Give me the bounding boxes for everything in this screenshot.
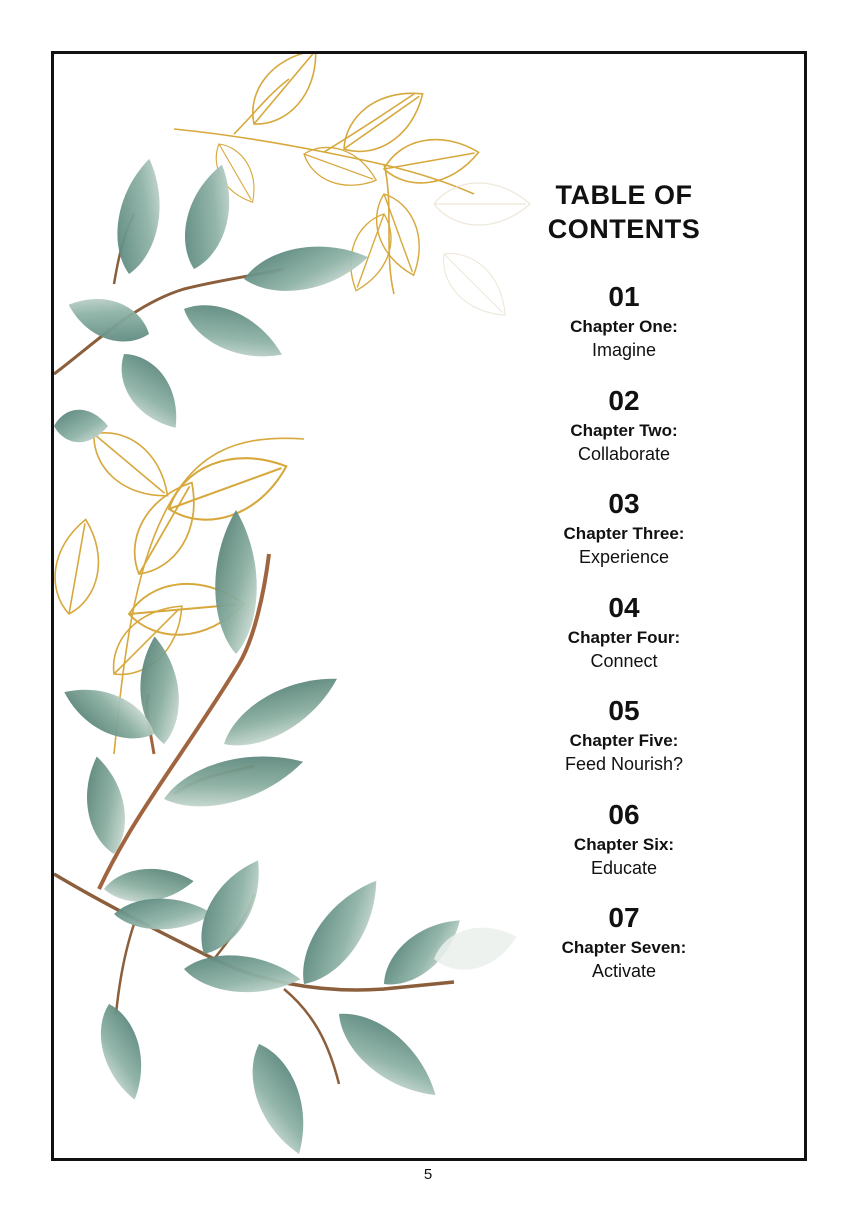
chapter-label: Chapter Seven: (561, 938, 687, 957)
chapter-number: 07 (608, 902, 640, 933)
chapter-label: Chapter Two: (570, 420, 678, 440)
page-border (51, 51, 807, 1161)
chapter-number: 03 (608, 488, 640, 519)
chapter-label: Chapter Five: (569, 731, 679, 750)
page-number: 5 (423, 1166, 433, 1183)
toc-entry-2[interactable] (524, 386, 724, 490)
chapter-label: Chapter One: (570, 317, 678, 336)
toc-heading (524, 178, 724, 246)
chapter-name: Collaborate (577, 443, 671, 464)
toc-entry-1[interactable] (524, 282, 724, 386)
chapter-number: 02 (608, 384, 640, 416)
chapter-name: Connect (590, 650, 658, 671)
chapter-number: 06 (608, 798, 640, 830)
toc-heading-line-1: TABLE OF (555, 180, 693, 210)
toc-heading-line-2: CONTENTS (547, 214, 701, 244)
gold-leaf-outlines (54, 54, 482, 754)
toc-entry-3[interactable] (524, 489, 724, 593)
chapter-label: Chapter Six: (573, 834, 675, 854)
toc-entry-5[interactable] (524, 696, 724, 800)
lower-eucalyptus-branch (54, 510, 522, 1158)
chapter-name: Imagine (591, 340, 657, 360)
toc-entry-7[interactable] (524, 903, 724, 1007)
chapter-label: Chapter Four: (567, 627, 681, 647)
upper-eucalyptus-branch (54, 155, 372, 442)
table-of-contents (524, 178, 724, 1007)
chapter-number: 01 (608, 281, 640, 312)
chapter-label: Chapter Three: (563, 524, 685, 543)
chapter-name: Educate (590, 857, 658, 878)
chapter-name: Activate (591, 961, 657, 981)
toc-entry-6[interactable] (524, 800, 724, 904)
chapter-name: Feed Nourish? (564, 754, 684, 774)
toc-entry-4[interactable] (524, 593, 724, 697)
chapter-number: 04 (608, 591, 640, 623)
chapter-number: 05 (608, 695, 640, 726)
chapter-name: Experience (578, 547, 670, 567)
